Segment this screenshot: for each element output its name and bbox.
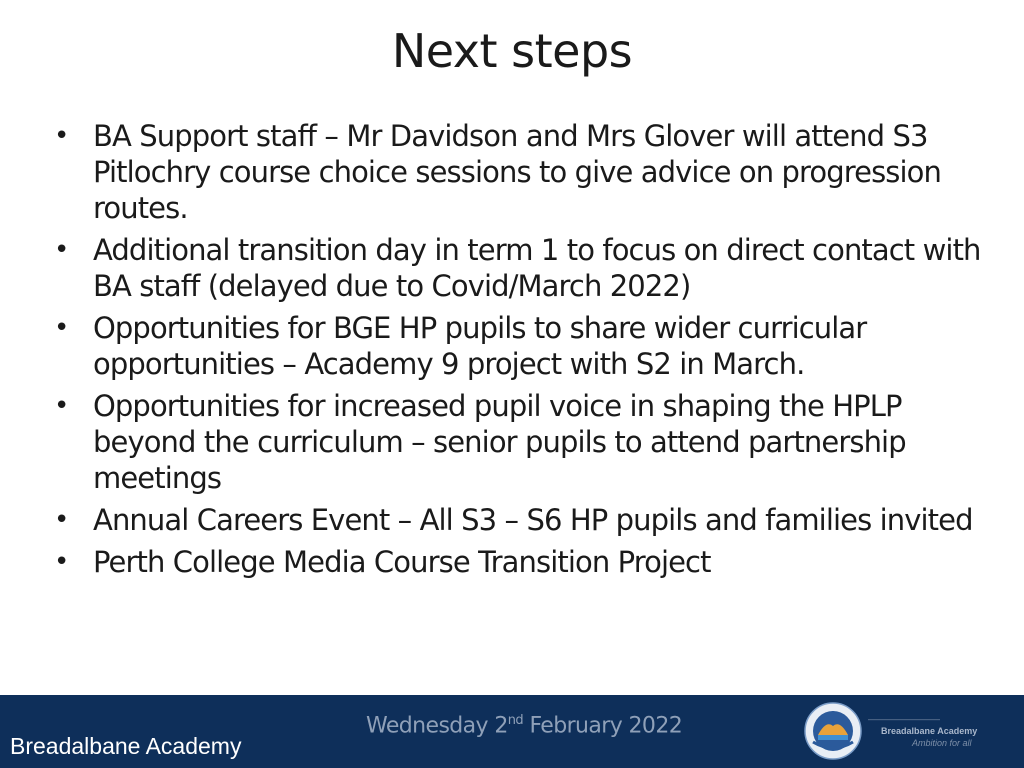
bullet-icon: • <box>54 121 69 151</box>
footer-bar <box>0 695 1024 768</box>
slide-title: Next steps <box>391 24 633 78</box>
bullet-text: Opportunities for increased pupil voice in shaping the HPLP beyond the curriculum – senior pupils to attend partnership meetings <box>93 389 906 495</box>
school-crest-icon <box>804 702 862 760</box>
logo-school-name: Breadalbane Academy <box>881 726 978 736</box>
footer-date-rest: February 2022 <box>523 713 683 739</box>
bullet-icon: • <box>54 313 69 343</box>
logo-tagline-line: ———————— <box>868 714 940 724</box>
bullet-text: Additional transition day in term 1 to focus on direct contact with BA staff (delayed due to Covid/March 2022) <box>93 233 981 303</box>
bullet-list <box>50 118 1000 586</box>
footer-date-suffix: nd <box>507 713 524 728</box>
footer-date-prefix: Wednesday 2 <box>366 713 508 739</box>
bullet-item <box>50 502 1000 538</box>
logo-tagline <box>866 713 1016 749</box>
footer-date <box>366 713 682 738</box>
bullet-text: Annual Careers Event – All S3 – S6 HP pupils and families invited <box>93 503 973 537</box>
bullet-icon: • <box>54 547 69 577</box>
bullet-icon: • <box>54 505 69 535</box>
bullet-icon: • <box>54 391 69 421</box>
bullet-item <box>50 232 1000 304</box>
bullet-icon: • <box>54 235 69 265</box>
logo-motto: Ambition for all <box>912 738 972 748</box>
bullet-item <box>50 310 1000 382</box>
footer-school-name: Breadalbane Academy <box>10 733 242 759</box>
bullet-item <box>50 118 1000 226</box>
bullet-text: BA Support staff – Mr Davidson and Mrs Glover will attend S3 Pitlochry course choice sessions to give advice on progression routes. <box>93 119 942 225</box>
bullet-item <box>50 388 1000 496</box>
bullet-text: Opportunities for BGE HP pupils to share wider curricular opportunities – Academy 9 project with S2 in March. <box>93 311 867 381</box>
bullet-item <box>50 544 1000 580</box>
bullet-text: Perth College Media Course Transition Project <box>93 545 711 579</box>
